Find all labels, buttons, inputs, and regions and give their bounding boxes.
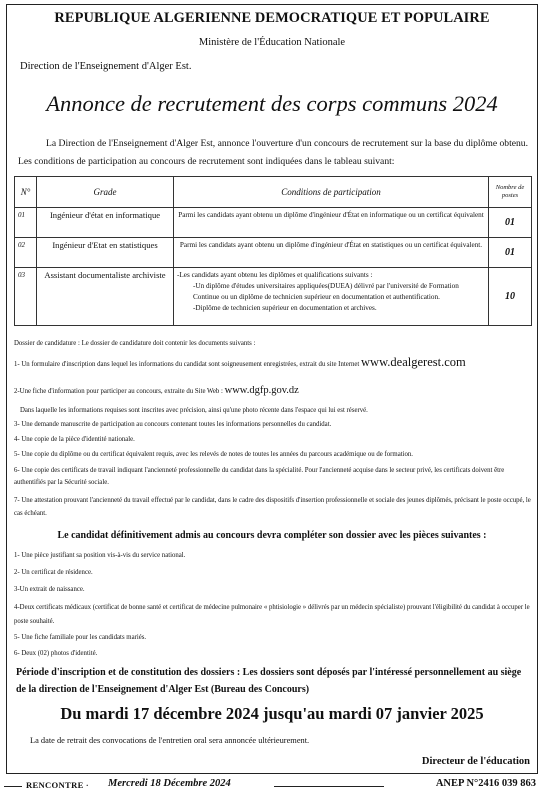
admitted-heading: Le candidat définitivement admis au concours devra compléter son dossier avec les pièces suivantes : — [57, 530, 487, 541]
direction-name: Direction de l'Enseignement d'Alger Est. — [20, 61, 192, 72]
row-number: 02 — [15, 238, 37, 268]
recruitment-table — [14, 176, 532, 326]
row-conditions: Parmi les candidats ayant obtenu un diplôme d'ingénieur d'État en statistiques ou un certificat équivalent. — [174, 238, 489, 268]
dossier-item-1 — [14, 355, 532, 372]
row-grade: Ingénieur d'Etat en statistiques — [37, 238, 174, 268]
row-number: 03 — [15, 268, 37, 326]
dossier-item-1-text: 1- Un formulaire d'inscription dans lequel les informations du candidat sont soigneusement enregistrées, extrait du site Internet — [14, 361, 360, 368]
dossier-item: 5- Une copie du diplôme ou du certificat équivalent requis, avec les relevés de notes de toutes les années du parcours académique ou de formation. — [14, 451, 413, 458]
dossier-item-2-note: Dans laquelle les informations requises sont inscrites avec précision, ainsi qu'une photo récente dans l'espace qui lui est réservé. — [20, 407, 368, 414]
header-grade: Grade — [37, 177, 174, 208]
dossier-item-2 — [14, 384, 532, 398]
header-no: N° — [15, 177, 37, 208]
condition-line: -Les candidats ayant obtenu les diplômes et qualifications suivants : — [177, 271, 373, 279]
table-row — [15, 268, 532, 326]
row-grade: Ingénieur d'état en informatique — [37, 208, 174, 238]
row-grade: Assistant documentaliste archiviste — [37, 268, 174, 326]
row-posts: 01 — [489, 238, 532, 268]
row-number: 01 — [15, 208, 37, 238]
table-row — [15, 238, 532, 268]
dossier-heading: Dossier de candidature : Le dossier de candidature doit contenir les documents suivants : — [14, 340, 256, 347]
condition-line: -Diplôme de technicien supérieur en documentation et archives. — [193, 304, 377, 312]
dossier-item: 6- Une copie des certificats de travail indiquant l'ancienneté professionnelle du candidat dans la spécialité. Pour l'ancienneté acquise dans le secteur privé, les certificats doivent être authentifiés par la Sécurité sociale. — [14, 467, 505, 486]
admitted-item: 2- Un certificat de résidence. — [14, 569, 93, 576]
admitted-item: 1- Une pièce justifiant sa position vis-à-vis du service national. — [14, 552, 186, 559]
rencontre-logo: RENCONTRE · — [26, 780, 89, 790]
row-conditions — [174, 268, 489, 326]
footer — [0, 778, 544, 796]
signature-title: Directeur de l'éducation — [421, 756, 530, 767]
header-conditions: Conditions de participation — [174, 177, 489, 208]
dossier-item: 3- Une demande manuscrite de participation au concours contenant toutes les informations personnelles du candidat. — [14, 421, 332, 428]
footer-rule-left — [4, 786, 22, 787]
admitted-item: 6- Deux (02) photos d'identité. — [14, 650, 98, 657]
registration-period: Période d'inscription et de constitution des dossiers : Les dossiers sont déposés par l'intéressé personnellement au siège de la direction de l'Enseignement d'Alger Est (Bureau des Concours) — [16, 667, 522, 695]
registration-dates: Du mardi 17 décembre 2024 jusqu'au mardi 07 janvier 2025 — [60, 704, 484, 723]
announcement-title: Annonce de recrutement des corps communs 2024 — [46, 91, 498, 116]
footer-rule-middle — [274, 786, 384, 787]
republic-title: REPUBLIQUE ALGERIENNE DEMOCRATIQUE ET POPULAIRE — [54, 10, 490, 26]
dealgerest-link[interactable]: www.dealgerest.com — [361, 355, 466, 369]
table-row — [15, 208, 532, 238]
row-posts: 01 — [489, 208, 532, 238]
dgfp-link[interactable]: www.dgfp.gov.dz — [224, 385, 299, 396]
convocation-note: La date de retrait des convocations de l'entretien oral sera annoncée ultérieurement. — [30, 736, 310, 745]
table-header-row — [15, 177, 532, 208]
admitted-item: 5- Une fiche familiale pour les candidats mariés. — [14, 634, 147, 641]
dossier-item: 4- Une copie de la pièce d'identité nationale. — [14, 436, 135, 443]
dossier-item-2-text: 2-Une fiche d'information pour participer au concours, extraite du Site Web : — [14, 388, 223, 395]
admitted-item: 3-Un extrait de naissance. — [14, 586, 85, 593]
intro-paragraph: La Direction de l'Enseignement d'Alger Est, annonce l'ouverture d'un concours de recrutement sur la base du diplôme obtenu. Les conditions de participation au concours de recrutement sont indiquées dans le tableau suivant: — [18, 138, 528, 167]
rencontre-logo-text: RENCONTRE — [26, 780, 84, 790]
row-posts: 10 — [489, 268, 532, 326]
ministry-name: Ministère de l'Éducation Nationale — [198, 37, 346, 48]
dossier-item: 7- Une attestation prouvant l'ancienneté du travail effectué par le candidat, dans le cadre des dispositifs d'insertion professionnelle et sociale des jeunes diplômés, précisant le poste occupé, le cas échéant. — [14, 497, 531, 517]
publication-date: Mercredi 18 Décembre 2024 — [108, 778, 231, 789]
header-posts: Nombre de postes — [489, 177, 532, 208]
condition-line: -Un diplôme d'études universitaires appliquées(DUEA) délivré par l'université de Formation Continue ou un diplôme de technicien supérieur en documentation et authentification. — [193, 282, 459, 301]
anep-reference: ANEP N°2416 039 863 — [435, 778, 536, 789]
admitted-item: 4-Deux certificats médicaux (certificat de bonne santé et certificat de médecine pulmonaire « phtisiologie » délivrés par un médecin spécialiste) prouvant l'éligibilité du candidat à occuper le poste souhaité. — [14, 604, 530, 625]
row-conditions: Parmi les candidats ayant obtenu un diplôme d'ingénieur d'État en informatique ou un certificat équivalent — [174, 208, 489, 238]
